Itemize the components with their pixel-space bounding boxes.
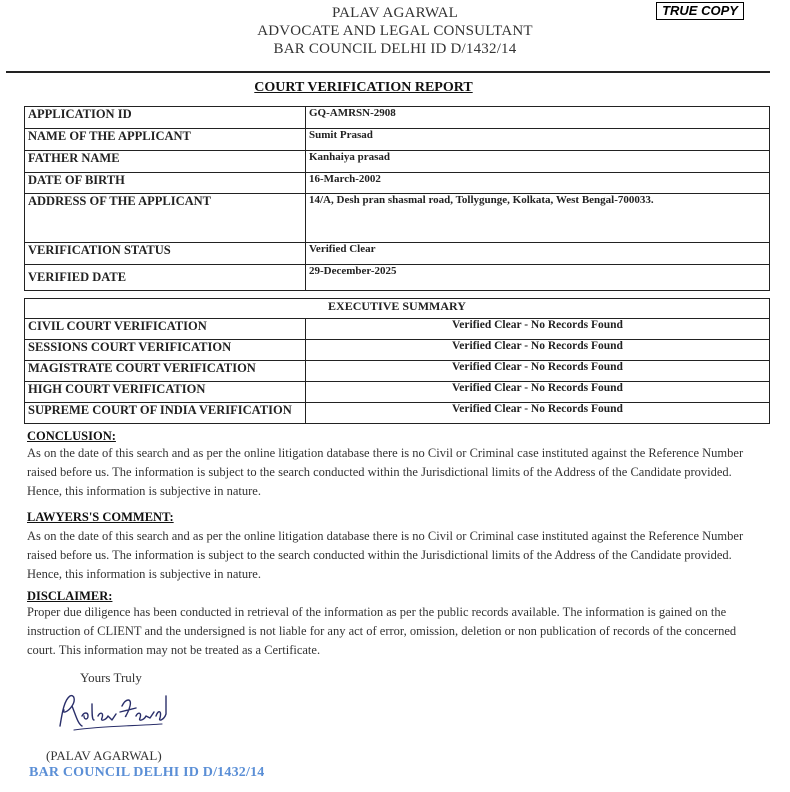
summary-label: CIVIL COURT VERIFICATION [25, 319, 306, 340]
detail-row [25, 265, 770, 291]
summary-value: Verified Clear - No Records Found [306, 319, 770, 340]
detail-row [25, 173, 770, 194]
signatory-name: (PALAV AGARWAL) [46, 748, 162, 763]
lawyers-comment-heading: LAWYERS'S COMMENT: [27, 510, 174, 524]
detail-value: 14/A, Desh pran shasmal road, Tollygunge, Kolkata, West Bengal-700033. [306, 194, 770, 243]
summary-row [25, 382, 770, 403]
detail-row [25, 151, 770, 173]
summary-value: Verified Clear - No Records Found [306, 340, 770, 361]
conclusion-heading: CONCLUSION: [27, 429, 116, 443]
signature-icon [52, 686, 172, 736]
footer-bar-council-id: BAR COUNCIL DELHI ID D/1432/14 [29, 765, 265, 780]
executive-summary-title: EXECUTIVE SUMMARY [25, 299, 770, 319]
detail-label: NAME OF THE APPLICANT [25, 129, 306, 151]
detail-row [25, 194, 770, 243]
detail-value: Verified Clear [306, 243, 770, 265]
summary-label: HIGH COURT VERIFICATION [25, 382, 306, 403]
advocate-role: ADVOCATE AND LEGAL CONSULTANT [257, 23, 533, 39]
header-bar-council-id: BAR COUNCIL DELHI ID D/1432/14 [273, 41, 517, 57]
summary-row [25, 319, 770, 340]
detail-value: Sumit Prasad [306, 129, 770, 151]
summary-label: SUPREME COURT OF INDIA VERIFICATION [25, 403, 306, 424]
lawyers-comment-text: As on the date of this search and as per the online litigation database there is no Civil or Criminal case instituted against the Reference Number raised before us. The information is subject to the search conducted within the Jurisdictional limits of the Address of the Candidate provided. Hence, this information is subjective in nature. [27, 529, 744, 581]
summary-header-row [25, 299, 770, 319]
yours-truly: Yours Truly [80, 670, 142, 685]
header-divider [6, 71, 770, 73]
summary-row [25, 340, 770, 361]
applicant-details-table [24, 106, 770, 291]
signature-image [52, 686, 172, 741]
detail-label: VERIFICATION STATUS [25, 243, 306, 265]
report-title: COURT VERIFICATION REPORT [254, 80, 473, 95]
summary-label: SESSIONS COURT VERIFICATION [25, 340, 306, 361]
summary-label: MAGISTRATE COURT VERIFICATION [25, 361, 306, 382]
summary-value: Verified Clear - No Records Found [306, 361, 770, 382]
disclaimer-heading: DISCLAIMER: [27, 589, 113, 603]
summary-row [25, 361, 770, 382]
detail-row [25, 107, 770, 129]
detail-label: ADDRESS OF THE APPLICANT [25, 194, 306, 243]
detail-value: 16-March-2002 [306, 173, 770, 194]
detail-row [25, 129, 770, 151]
detail-value: 29-December-2025 [306, 265, 770, 291]
advocate-name: PALAV AGARWAL [331, 5, 459, 21]
detail-row [25, 243, 770, 265]
summary-value: Verified Clear - No Records Found [306, 403, 770, 424]
detail-value: GQ-AMRSN-2908 [306, 107, 770, 129]
summary-row [25, 403, 770, 424]
detail-label: VERIFIED DATE [25, 265, 306, 291]
conclusion-text: As on the date of this search and as per the online litigation database there is no Civil or Criminal case instituted against the Reference Number raised before us. The information is subject to the search conducted within the Jurisdictional limits of the Address of the Candidate provided. Hence, this information is subjective in nature. [27, 446, 744, 498]
summary-value: Verified Clear - No Records Found [306, 382, 770, 403]
true-copy-stamp: TRUE COPY [656, 2, 744, 20]
detail-label: DATE OF BIRTH [25, 173, 306, 194]
detail-label: FATHER NAME [25, 151, 306, 173]
detail-label: APPLICATION ID [25, 107, 306, 129]
detail-value: Kanhaiya prasad [306, 151, 770, 173]
disclaimer-text: Proper due diligence has been conducted in retrieval of the information as per the public records available. The information is gained on the instruction of CLIENT and the undersigned is not liable for any act of error, omission, deletion or non publication of records of the concerned court. This information may not be treated as a Certificate. [27, 605, 737, 657]
executive-summary-table [24, 298, 770, 424]
